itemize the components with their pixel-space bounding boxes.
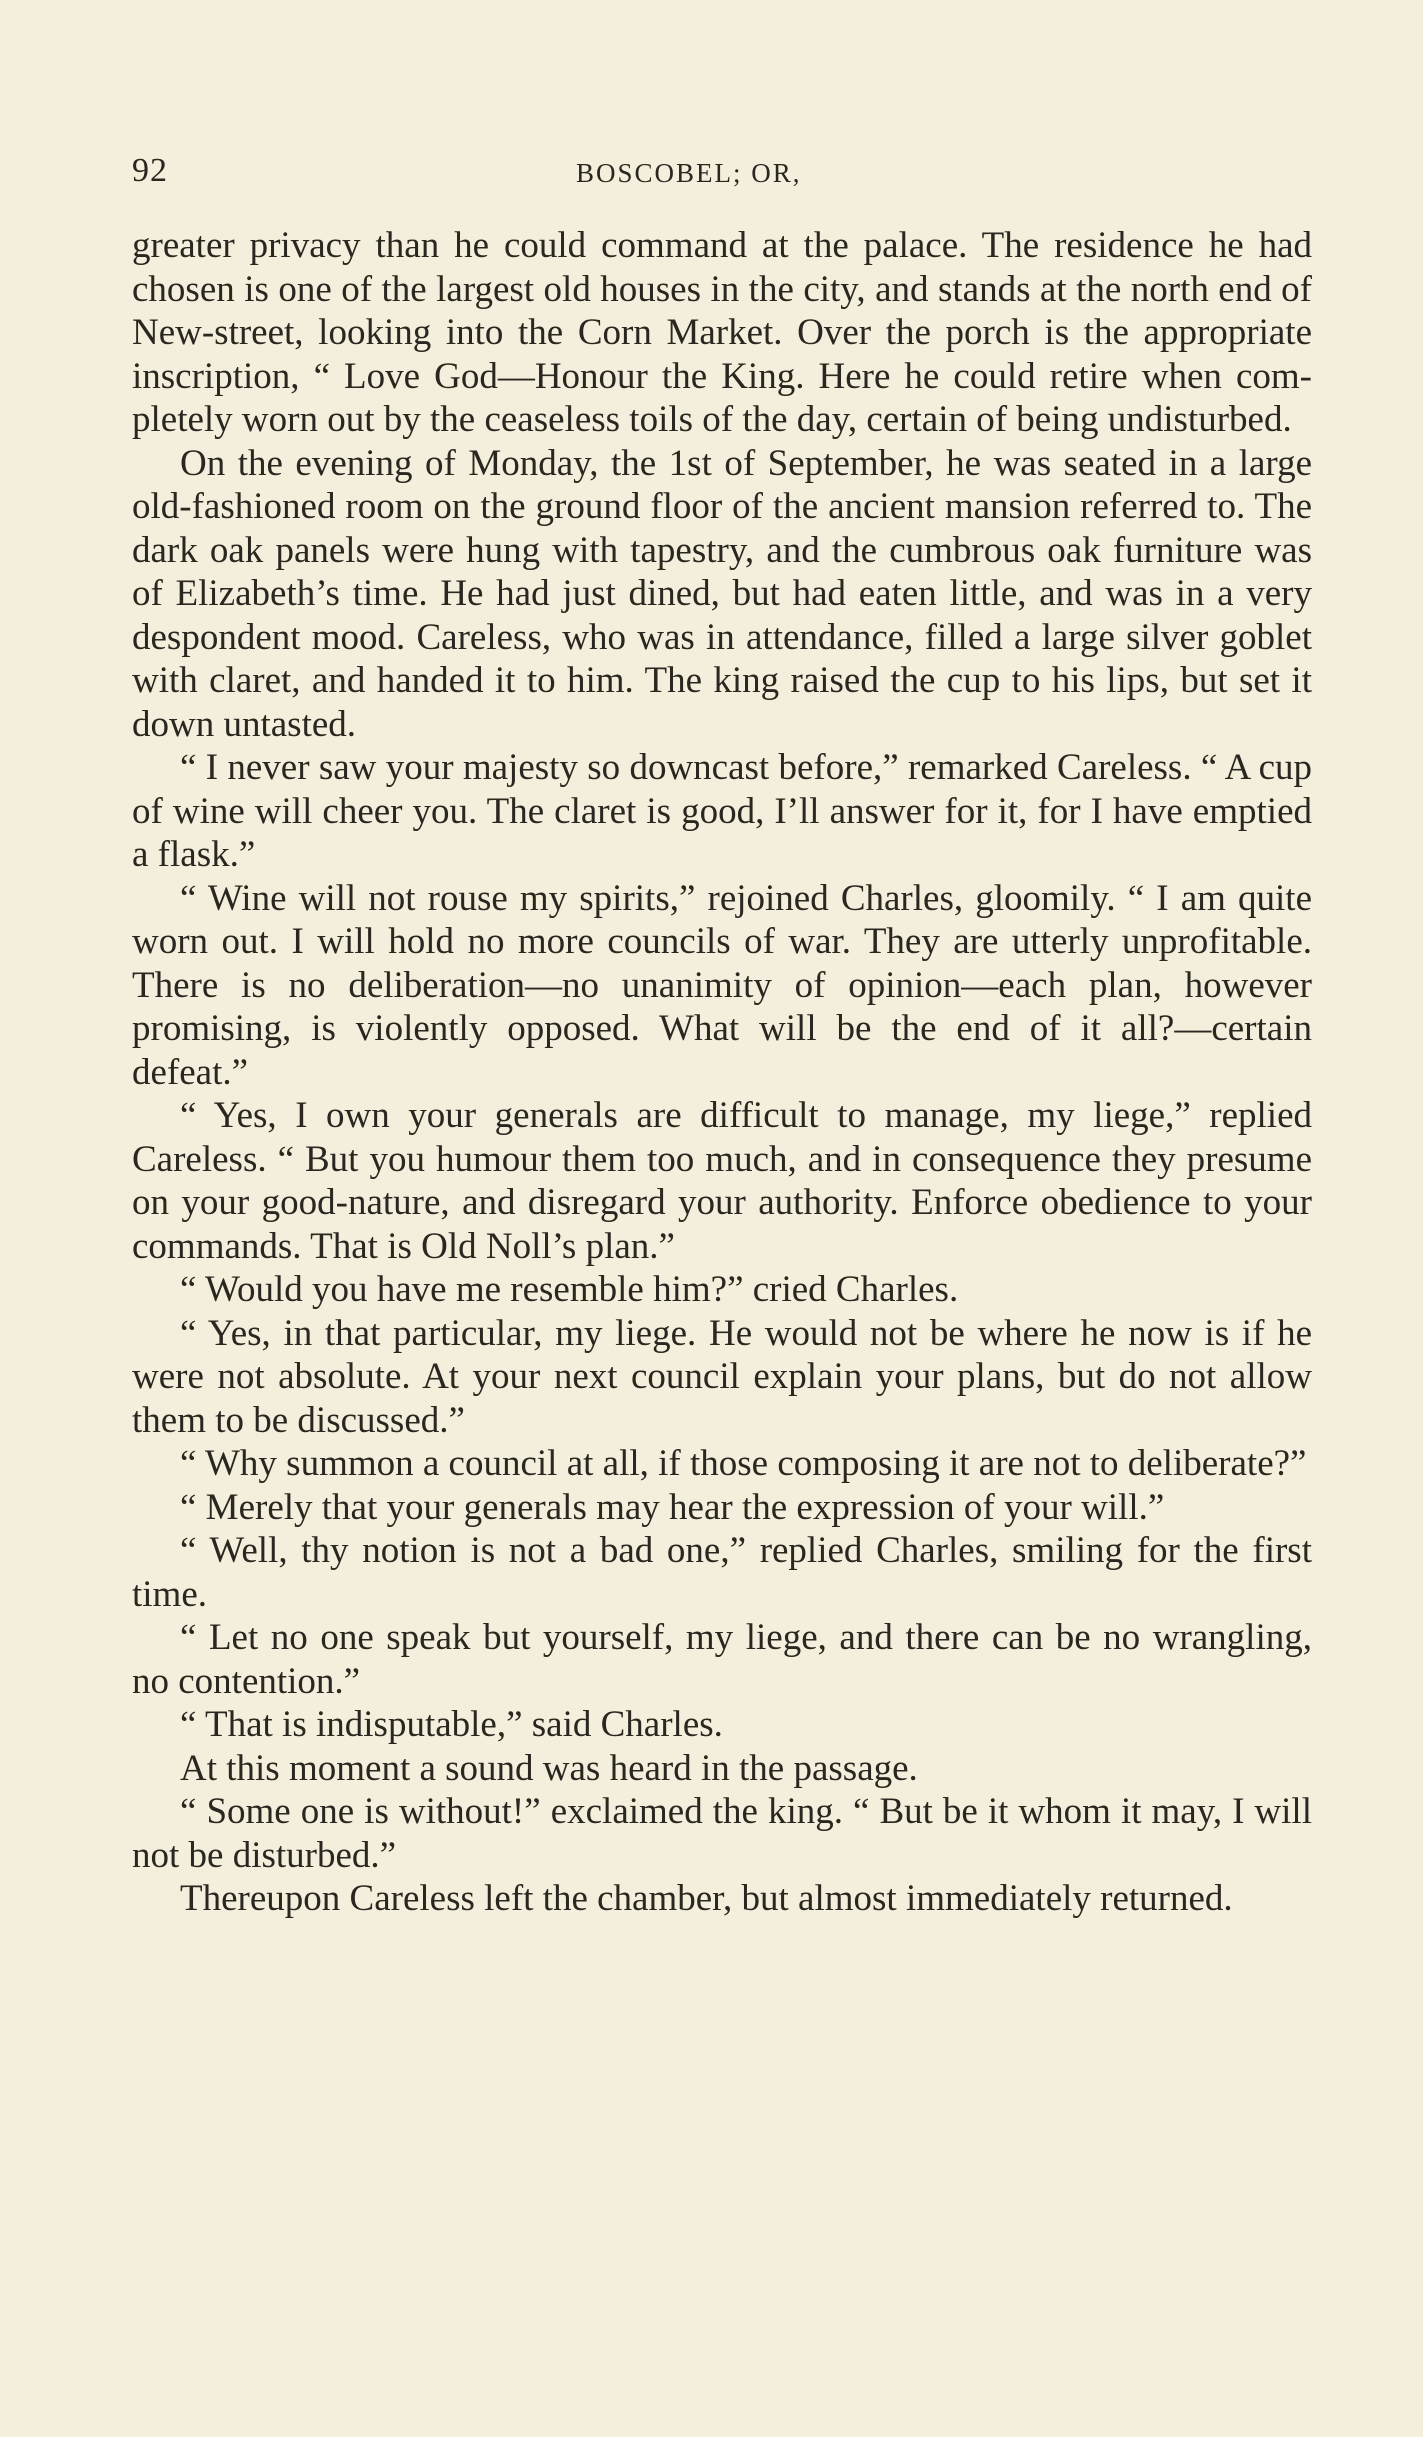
page-number: 92: [132, 152, 168, 189]
paragraph: “ Well, thy notion is not a bad one,” replied Charles, smiling for the first time.: [132, 1530, 1312, 1615]
paragraph: “ That is indisputable,” said Charles.: [180, 1704, 723, 1745]
body-text: [132, 224, 1312, 1921]
paragraph: “ Some one is without!” exclaimed the king. “ But be it whom it may, I will not be disturbed.”: [132, 1791, 1312, 1876]
paragraph: Thereupon Careless left the chamber, but almost immediately returned.: [180, 1878, 1233, 1919]
paragraph: “ Would you have me resemble him?” cried Charles.: [180, 1269, 959, 1310]
paragraph: At this moment a sound was heard in the passage.: [180, 1747, 918, 1789]
running-head: BOSCOBEL; OR,: [576, 158, 802, 188]
paragraph: “ Wine will not rouse my spirits,” rejoined Charles, gloomily. “ I am quite worn out. I will hold no more councils of war. They are utterly unprofitable. There is no deliberation—no unanimity of opinion—each plan, however promising, is violently opposed. What will be the end of it all?—certain defeat.”: [132, 877, 1312, 1093]
paragraph: “ Merely that your generals may hear the expression of your will.”: [180, 1486, 1165, 1528]
paragraph: “ Yes, I own your generals are difficult to manage, my liege,” replied Careless. “ But you humour them too much, and in consequence they presume on your good-nature, and disregard your authority. Enforce obedience to your commands. That is Old Noll’s plan.”: [132, 1095, 1312, 1267]
page-header: [132, 152, 1312, 202]
paragraph: greater privacy than he could command at the palace. The residence he had chosen is one of the largest old houses in the city, and stands at the north end of New-street, looking into the Corn Market. Over the porch is the appropriate inscription, “ Love God—Honour the King. Here he could retire when completely worn out by the ceaseless toils of the day, certain of being undisturbed.: [132, 225, 1312, 440]
paragraph: “ Let no one speak but yourself, my liege, and there can be no wrangling, no contention.”: [132, 1617, 1312, 1702]
paragraph: On the evening of Monday, the 1st of September, he was seated in a large old-fashioned room on the ground floor of the ancient mansion referred to. The dark oak panels were hung with tapestry, and the cumbrous oak furniture was of Elizabeth’s time. He had just dined, but had eaten little, and was in a very despondent mood. Careless, who was in attendance, filled a large silver goblet with claret, and handed it to him. The king raised the cup to his lips, but set it down untasted.: [132, 442, 1312, 745]
paragraph: “ Yes, in that particular, my liege. He would not be where he now is if he were not absolute. At your next council explain your plans, but do not allow them to be discussed.”: [132, 1312, 1312, 1441]
paragraph: “ I never saw your majesty so downcast before,” remarked Careless. “ A cup of wine will cheer you. The claret is good, I’ll answer for it, for I have emptied a flask.”: [132, 747, 1312, 875]
paragraph: “ Why summon a council at all, if those composing it are not to deliberate?”: [180, 1443, 1307, 1484]
